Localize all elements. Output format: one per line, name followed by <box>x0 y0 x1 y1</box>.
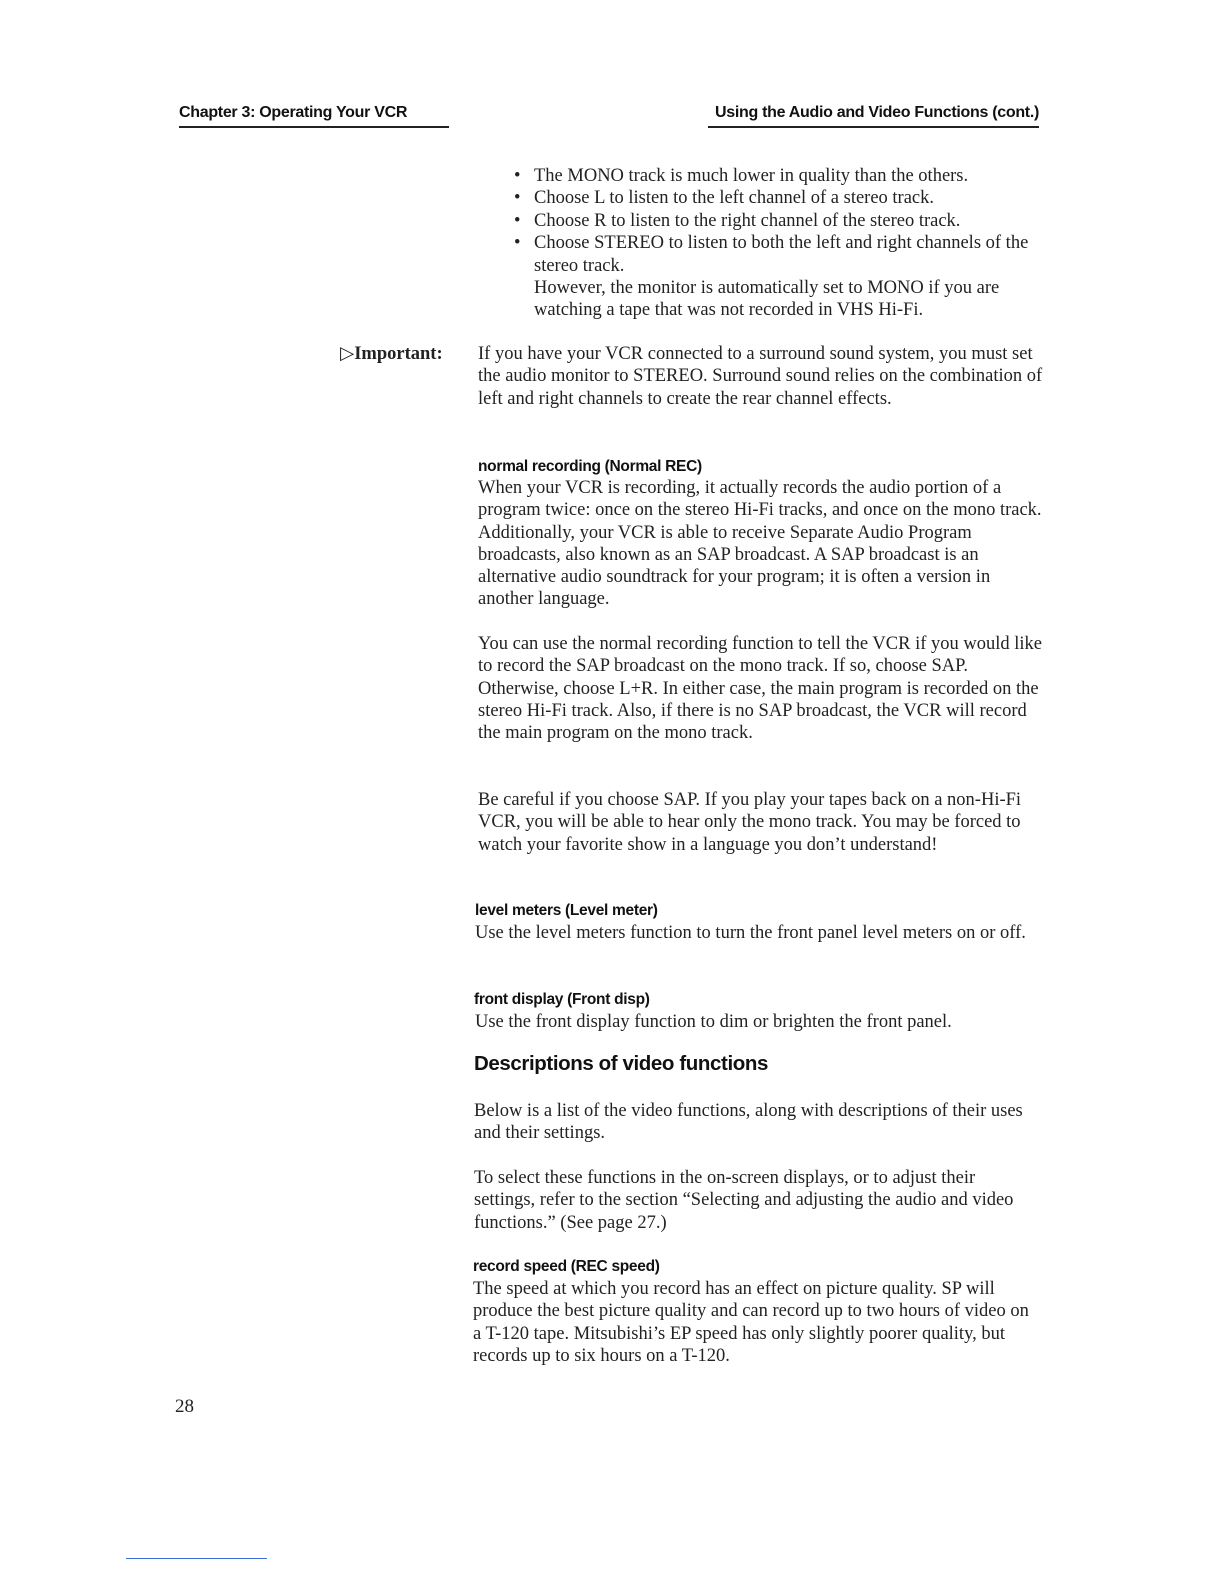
record-speed-text: The speed at which you record has an effect on picture quality. SP will produce the best picture quality and can record up to two hours of video on a T-120 tape. Mitsubishi’s EP speed has only slightly poorer quality, but records up to six hours on a T-120. <box>473 1279 1029 1366</box>
record-speed-heading: record speed (REC speed) <box>473 1258 660 1275</box>
list-item <box>514 232 1044 322</box>
bullet-icon: • <box>514 233 521 254</box>
triangle-pointer-icon: ▷ <box>340 344 355 364</box>
front-display-text: Use the front display function to dim or brighten the front panel. <box>475 1012 952 1032</box>
footer-rule <box>126 1558 267 1559</box>
running-header-chapter: Chapter 3: Operating Your VCR <box>179 104 449 128</box>
audio-monitor-options-list <box>514 165 1044 322</box>
important-label-text: Important: <box>354 344 443 364</box>
level-meters-text: Use the level meters function to turn the front panel level meters on or off. <box>475 923 1026 943</box>
list-item-text: Choose L to listen to the left channel of a stereo track. <box>534 188 935 209</box>
list-item <box>514 187 1044 209</box>
front-display-heading: front display (Front disp) <box>474 991 650 1008</box>
running-header-section: Using the Audio and Video Functions (cont.) <box>708 104 1039 128</box>
normal-recording-paragraph-3: Be careful if you choose SAP. If you play your tapes back on a non-Hi-Fi VCR, you will be able to hear only the mono track. You may be forced to watch your favorite show in a language you don’t understand! <box>478 790 1022 855</box>
list-item-text: Choose STEREO to listen to both the left and right channels of the stereo track. <box>534 233 1029 276</box>
video-functions-reference-paragraph: To select these functions in the on-screen displays, or to adjust their settings, refer to the section “Selecting and adjusting the audio and video functions.” (See page 27.) <box>474 1168 1014 1233</box>
page-number: 28 <box>175 1396 194 1417</box>
list-item <box>514 210 1044 232</box>
bullet-icon: • <box>514 210 521 231</box>
bullet-icon: • <box>514 166 521 186</box>
bullet-icon: • <box>514 188 521 209</box>
list-item <box>514 165 1044 187</box>
video-functions-section-title: Descriptions of video functions <box>474 1052 768 1075</box>
list-item-text: The MONO track is much lower in quality than the others. <box>534 166 969 186</box>
normal-recording-paragraph-2: You can use the normal recording function to tell the VCR if you would like to record the SAP broadcast on the mono track. If so, choose SAP. Otherwise, choose L+R. In either case, the main program is recorded on the stereo Hi-Fi track. Also, if there is no SAP broadcast, the VCR will record the main program on the mono track. <box>478 634 1042 744</box>
list-item-continuation: However, the monitor is automatically set to MONO if you are watching a tape that was not recorded in VHS Hi-Fi. <box>534 278 1000 321</box>
normal-recording-heading: normal recording (Normal REC) <box>478 458 702 475</box>
normal-recording-paragraph-1: When your VCR is recording, it actually records the audio portion of a program twice: once on the stereo Hi-Fi tracks, and once on the mono track. Additionally, your VCR is able to receive Separate Audio Program broadcasts, also known as an SAP broadcast. A SAP broadcast is an alternative audio soundtrack for your program; it is often a version in another language. <box>478 478 1042 610</box>
list-item-text: Choose R to listen to the right channel of the stereo track. <box>534 210 961 231</box>
important-label <box>340 343 443 365</box>
important-note-text: If you have your VCR connected to a surround sound system, you must set the audio monitor to STEREO. Surround sound relies on the combination of left and right channels to create the rear channel effects. <box>478 344 1043 409</box>
level-meters-heading: level meters (Level meter) <box>475 902 658 919</box>
video-functions-intro-paragraph: Below is a list of the video functions, along with descriptions of their uses and their settings. <box>474 1101 1023 1144</box>
